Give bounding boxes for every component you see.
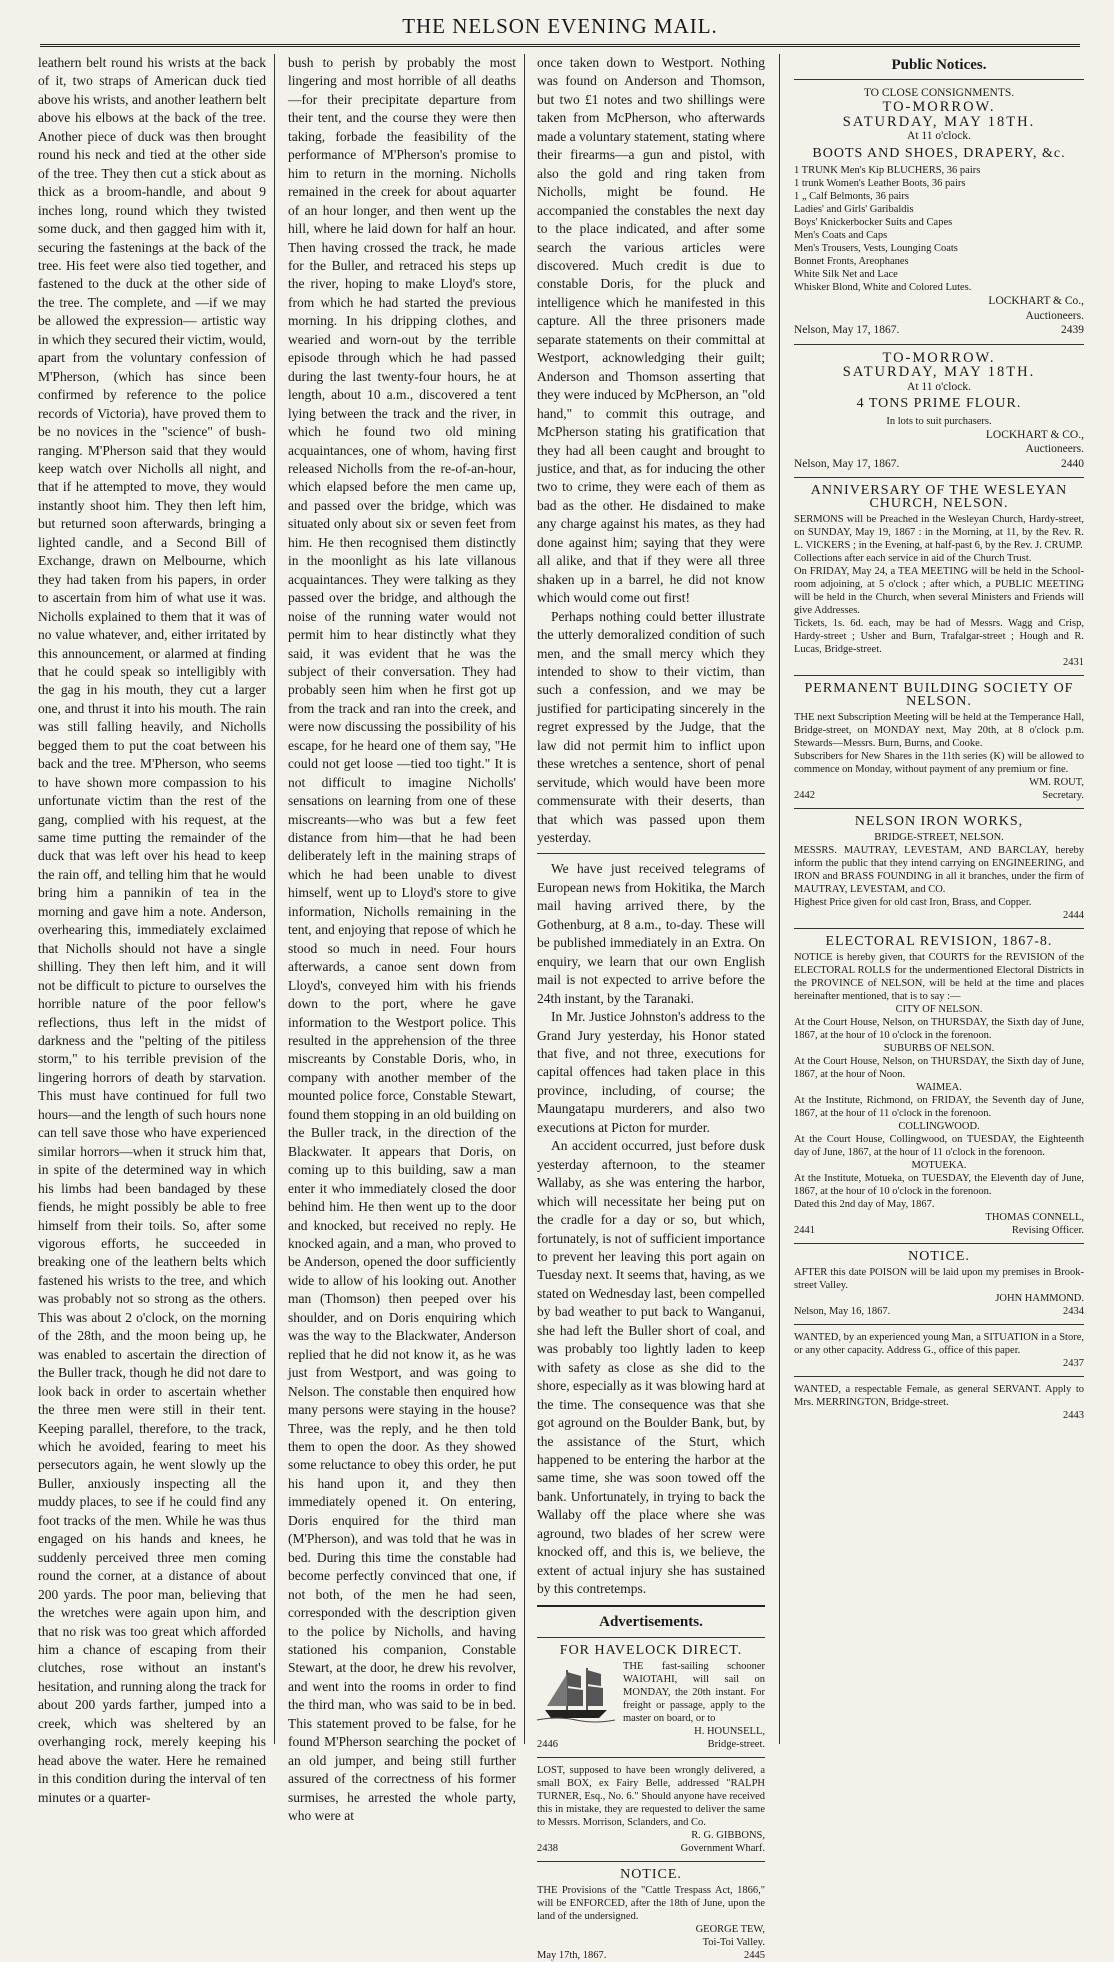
consignments-ad (794, 86, 1084, 338)
schooner-icon (537, 1662, 615, 1724)
district-text: At the Court House, Nelson, on THURSDAY, the Sixth day of June, 1867, at the hour of Noon. (794, 1056, 1084, 1080)
divider (537, 1637, 765, 1638)
ad-body: SERMONS will be Preached in the Wesleyan Church, Hardy-street, on SUNDAY, May 19, 1867 : in the Morning, at 11, by the Rev. R. L. VICKERS ; in the Evening, at half-past 6, by the Rev. J. CRUMP. (794, 514, 1084, 551)
district-text: At the Institute, Motueka, on TUESDAY, the Eleventh day of June, 1867, at the hour of 10 o'clock in the forenoon. (794, 1173, 1084, 1197)
ad-place: Toi-Toi Valley. (702, 1937, 765, 1949)
ad-heading: FOR HAVELOCK DIRECT. (559, 1643, 743, 1659)
cattle-notice-ad (537, 1868, 765, 1962)
ad-signer: WM. ROUT, (1029, 777, 1084, 788)
iron-works-ad (794, 815, 1084, 922)
article-paragraph: leathern belt round his wrists at the back of it, two straps of American duck tied above his wrists, and another leathern belt above his elbows at the back of the tree. Another piece of duck was then brought round his neck and tied at the other side of the tree. They then cut a stick about as thick as a broom-handle, and about 9 inches long, round which they twisted some duck, and then gagged him with it, securing the fastenings at the back of the tree. His feet were also tied together, and fastened to the duck at the other side of the tree. The complete, and —if we may be allowed the expression— artistic way in which they secured their victim, would, apart from the voluntary confession of M'Pherson, (which has since been confirmed by reference to the police records of Victoria), have proved them to be no novices in the "science" of bush-ranging. M'Pherson said that they would keep watch over Nicholls all night, and that if he attempted to move, they would instantly shoot him. They then left him, but returned soon afterwards, bringing a lighted candle, and a Second Bill of Exchange, drawn on Melbourne, which they had taken from his papers, in order to ascertain from him of what use it was. Nicholls explained to them that it was of no value whatever, and, either irritated by this announcement, or alarmed at finding that he could speak so intelligibly with the gag in his mouth, they cut a larger one, and thrust it into his mouth. The rain was still falling heavily, and Nicholls begged them to put the coat between his back and the tree. M'Pherson, who seems to have shown more compassion to his unfortunate victim than the rest of the gang, complied with his request, at the same time putting the remainder of the duck that was left over his head to keep the rain off, and telling him that he would bring him a pannikin of tea in the morning and gave him a note. Anderson, overhearing this, immediately exclaimed that Nicholls should not have a single shilling. They then left him, and it will not be difficult to picture to ourselves the horrible nature of the poor fellow's reflections, thus left in the midst of darkness and the "pelting of the pitiless storm," to his terrible prevision of the lingering horrors of death by starvation. This must have continued for full two hours—and the length of such hours none can tell save those who have experienced similar horrors—when it struck him that, in spite of the determined way in which his limbs had been bandaged by these fiends, he might possibly be able to free himself from their toils. So, after some vigorous efforts, he succeeded in breaking one of the leathern belts which fastened his wrists to the tree, and which was probably not so strong as the others. This was about 2 o'clock, on the morning of the 28th, and the moon being up, he was enabled to ascertain the direction of the Buller track, though he did not dare to look back in order to ascertain whether the three men were still in their tent. Keeping parallel, therefore, to the track, which he avoided, fearing to meet his persecutors again, he went slowly up the Buller, anxiously inspecting all the muddy places, to see if he could find any foot tracks of the men. While he was thus engaged on his hands and knees, he suddenly perceived three men coming round the corner, at a distance of about 200 yards. The poor man, believing that the wretches were again upon him, and that no risk was too great which afforded him a chance of escaping from their clutches, rose without an instant's hesitation, and running along the track for about 200 yards farther, jumped into a creek, which was sheltered by an overhanging rock, merely keeping his head above the water. Here he remained in this condition during the interval of ten minutes or a quarter- (38, 55, 266, 1805)
article-paragraph: bush to perish by probably the most lingering and most horrible of all deaths—for their precipitate departure from their tent, and the course they were then taking, forbade the feasibility of the performance of M'Pherson's promise to him to return in the morning. Nicholls remained in the creek for about aquarter of an hour longer, and then went up the hill, where he laid down for half an hour. Then having crossed the track, he made for the Buller, and retraced his steps up the river, hoping to make Lloyd's store, from which he had started the previous morning. In his dripping clothes, and wearied and worn-out by the terrible episode through which he had passed during the last twenty-four hours, he at length, about 10 a.m., discovered a tent lying between the track and the river, in which he found two old mining acquaintances, one of whom, having first released Nicholls from the re-of-an-hour, which elapsed before the men came up, and passed over the bridge, which was situated only about six or seven feet from him. He then recognised them distinctly in the moonlight as his late villanous acquaintances. They were talking as they passed over the bridge, and although the noise of the running water would not permit him to hear distinctly what they said, it was evident that he was the subject of their conversation. They had probably seen him when he first got up from the track and ran into the creek, and were now discussing the possibility of his escape, for he heard one of them say, "He could not get loose —tied too tight." It is not difficult to imagine Nicholls' sensations on learning from one of these miscreants—who was but a few feet distance from him—that he had been deliberately left in the maining straps of which he had been unable to divest himself, went up to Lloyd's store to give information, Nicholls remaining in the tent, and enjoying that repose of which he stood so much in need. Four hours afterwards, a canoe sent down from Lloyd's, conveyed him with his friends down to the port, where he gave information to the Westport police. This resulted in the apprehension of the three miscreants by Constable Doris, who, in company with another member of the mounted police force, Constable Stewart, found them stopping in an old building on the Buller track, in the direction of the Blackwater. It appears that Doris, on coming up to this building, saw a man enter it who immediately closed the door behind him. He then went up to the door and knocked, but received no reply. He knocked again, and a man, who proved to be Anderson, opened the door sufficiently wide to allow of his looking out. Another man (Thomson) then peeped over his shoulder, and on Doris enquiring which was the way to the Blackwater, Anderson replied that he did not know it, as he was just from Westport, and was going to Nelson. The constable then enquired how many persons were staying in the house? Three, was the reply, and he then told them to open the door. As they showed some reluctance to obey this order, he put his hand upon it, and they then immediately opened it. On entering, Doris enquired for the third man (M'Pherson), and was told that he was in bed. During this time the constable had become perfectly convinced that one, if not both, of the men he had seen, corresponded with the description given to the police by Nicholls, and having stationed his companion, Constable Stewart, at the door, he drew his revolver, and went into the rooms in order to find the third man, who was said to be in bed. This statement proved to be false, for he found M'Pherson searching the pocket of an old jumper, and being still further assured of the correctness of his former surmises, he arrested the whole party, who were at (288, 55, 516, 1824)
ad-number: 2438 (537, 1843, 558, 1855)
ad-body: AFTER this date POISON will be laid upon my premises in Brook-street Valley. (794, 1267, 1084, 1291)
ad-body: THE next Subscription Meeting will be held at the Temperance Hall, Bridge-street, on MONDAY next, May 20th, at 8 o'clock p.m. Stewards—Messrs. Burn, Burns, and Cooke. (794, 712, 1084, 749)
ad-number: 2439 (1061, 324, 1084, 336)
divider (537, 1605, 765, 1607)
ad-line: SATURDAY, MAY 18TH. (842, 364, 1036, 380)
ad-body: WANTED, a respectable Female, as general SERVANT. Apply to Mrs. MERRINGTON, Bridge-street. (794, 1384, 1084, 1408)
ad-role: Auctioneers. (1025, 443, 1084, 455)
divider (794, 1243, 1084, 1244)
masthead-rule (40, 44, 1080, 47)
ad-dated: Dated this 2nd day of May, 1867. (794, 1199, 935, 1210)
ad-body: THE Provisions of the "Cattle Trespass Act, 1866," will be ENFORCED, after the 18th of June, upon the land of the undersigned. (537, 1885, 765, 1923)
column-1 (38, 54, 266, 1805)
ad-body: LOST, supposed to have been wrongly delivered, a small BOX, ex Fairy Belle, addressed "RALPH TURNER, Esq., No. 6." Should anyone have received this in mistake, they are requested to deliver the same to Messrs. Morrison, Sclanders, and Co. (537, 1765, 765, 1829)
ad-signer: LOCKHART & Co., (988, 295, 1084, 307)
divider (794, 808, 1084, 809)
list-item: Whisker Blond, White and Colored Lutes. (794, 282, 972, 293)
masthead: THE NELSON EVENING MAIL. (402, 14, 718, 38)
list-item: White Silk Net and Lace (794, 269, 898, 280)
divider (794, 477, 1084, 478)
wanted-servant-ad (794, 1383, 1084, 1422)
item-list (794, 164, 1084, 294)
column-3 (537, 54, 765, 1962)
divider (537, 1757, 765, 1758)
ad-line: In lots to suit purchasers. (886, 415, 992, 427)
district-text: At the Court House, Nelson, on THURSDAY, the Sixth day of June, 1867, at the hour of 10 o'clock in the forenoon. (794, 1017, 1084, 1041)
ad-heading: ANNIVERSARY OF THE WESLEYAN CHURCH, NELSON. (810, 483, 1068, 511)
list-item: 1 trunk Women's Leather Boots, 36 pairs (794, 178, 966, 189)
ad-heading: NELSON IRON WORKS, (854, 814, 1024, 829)
ad-signer: H. HOUNSELL, (694, 1726, 765, 1738)
divider (794, 928, 1084, 929)
ad-line: SATURDAY, MAY 18TH. (842, 113, 1036, 130)
divider (537, 853, 765, 854)
ad-number: 2442 (794, 790, 815, 801)
news-paragraph: An accident occurred, just before dusk yesterday afternoon, to the steamer Wallaby, as she was entering the harbor, which will necessitate her being put on the cradle for a day or so, but which, fortunately, is not of sufficient importance to prevent her leaving this port again on Tuesday next. It seems that, having, as we stated on Wednesday last, been compelled by bad weather to put back to Wanganui, she had left the Buller short of coal, and was probably too lightly laden to keep with safety as close as she did to the shore, especially as it was blowing hard at the time. The consequence was that she got aground on the Boulder Bank, but, by the assistance of the Sturt, which happened to be entering the harbor at the same time, she was soon towed off the bank. Unfortunately, in trying to back the Wallaby off the place where she was aground, two blades of her screw were knocked off, and this is, we believe, the extent of actual injury she has sustained by this contretemps. (537, 1138, 765, 1597)
district-text: At the Institute, Richmond, on FRIDAY, the Seventh day of June, 1867, at the hour of 11 o'clock in the forenoon. (794, 1095, 1084, 1119)
ad-date: Nelson, May 17, 1867. (794, 457, 900, 470)
ad-place: Government Wharf. (680, 1843, 765, 1855)
district-name: SUBURBS OF NELSON. (883, 1043, 995, 1054)
ad-place: Bridge-street. (707, 1739, 765, 1751)
divider (794, 79, 1084, 80)
ad-line: TO CLOSE CONSIGNMENTS. (863, 86, 1015, 99)
ad-body: On FRIDAY, May 24, a TEA MEETING will be held in the School-room adjoining, at 5 o'clock ; after which, a PUBLIC MEETING will be held in the Church, when several Ministers and Friends will give Addresses. (794, 566, 1084, 616)
ad-number: 2440 (1061, 457, 1084, 470)
ad-subheading: BRIDGE-STREET, NELSON. (874, 832, 1004, 843)
flour-ad (794, 351, 1084, 472)
ad-signer: THOMAS CONNELL, (985, 1212, 1084, 1223)
ad-signer: LOCKHART & CO., (985, 428, 1084, 441)
list-item: Men's Trousers, Vests, Lounging Coats (794, 243, 958, 254)
list-item: Bonnet Fronts, Areophanes (794, 256, 909, 267)
ad-heading: PERMANENT BUILDING SOCIETY OF NELSON. (804, 681, 1074, 709)
list-item: Ladies' and Girls' Garibaldis (794, 204, 914, 215)
district-text: At the Court House, Collingwood, on TUESDAY, the Eighteenth day of June, 1867, at the hour of 11 o'clock in the forenoon. (794, 1134, 1084, 1158)
ad-line: At 11 o'clock. (907, 130, 971, 142)
district-name: COLLINGWOOD. (898, 1121, 980, 1132)
ad-number: 2431 (1063, 657, 1084, 668)
list-item: Boys' Knickerbocker Suits and Capes (794, 217, 953, 228)
column-divider (524, 54, 525, 1744)
ad-body: Collections after each service in aid of the Church Trust. (794, 553, 1032, 564)
ad-role: Auctioneers. (1025, 309, 1084, 322)
district-name: MOTUEKA. (911, 1160, 967, 1171)
wanted-situation-ad (794, 1331, 1084, 1370)
ad-line: TO-MORROW. (882, 99, 996, 115)
havelock-ad (537, 1644, 765, 1751)
district-name: CITY OF NELSON. (895, 1004, 983, 1015)
article-paragraph: Perhaps nothing could better illustrate the utterly demoralized condition of such men, and the small mercy which they intended to show to their victim, than such a confession, and we may be justified for participating sincerely in the regret expressed by the Judge, that the law did not permit him to inflict upon these wretches a sentence, short of penal servitude, which would have been more commensurate with their deserts, than that which was passed upon them yesterday. (537, 608, 765, 846)
column-divider (779, 54, 780, 1744)
ad-role: Secretary. (1042, 790, 1084, 801)
list-item: 1 „ Calf Belmonts, 36 pairs (794, 191, 909, 202)
ad-date: Nelson, May 16, 1867. (794, 1306, 891, 1317)
wesleyan-ad (794, 484, 1084, 669)
district-list (794, 1003, 1084, 1198)
news-paragraph: In Mr. Justice Johnston's address to the Grand Jury yesterday, his Honor stated that five, and not three, executions for capital offences had taken place in this province, including, of course; the Maungatapu murderers, and also two executions at Picton for murder. (537, 1009, 765, 1135)
article-paragraph: once taken down to Westport. Nothing was found on Anderson and Thomson, but two £1 notes and two shillings were taken from McPherson, who afterwards made a voluntary statement, stating where their firearms—a gun and pistol, with also the gold and ring taken from Nicholls, might be found. He accompanied the constables the next day to the place indicated, and after some search the various articles were discovered. Much credit is due to constable Doris, for the pluck and intelligence which he manifested in this capture. All the three prisoners made separate statements on their committal at Westport, acknowledging their guilt; Anderson and Thomson asserting that they were induced by McPherson, an "old hand," to commit this outrage, and McPherson stating his gratification that they had all been caught and brought to justice, and that, as for inducing the other two to crime, they were each of them as bad as the other. He disdained to make any charge against his mates, as they had done against him; saying that they were all alike, and that if they were all three shaken up in a barrel, he did not know which would come out first! (537, 55, 765, 606)
ad-signer: GEORGE TEW, (695, 1924, 765, 1936)
ad-signer: JOHN HAMMOND. (995, 1293, 1084, 1304)
poison-notice-ad (794, 1250, 1084, 1318)
ad-body: Highest Price given for old cast Iron, Brass, and Copper. (794, 897, 1032, 908)
divider (794, 1324, 1084, 1325)
ad-body: NOTICE is hereby given, that COURTS for the REVISION of the ELECTORAL ROLLS for the undermentioned Electoral Districts in the PROVINCE of NELSON, will be held at the time and places hereinafter mentioned, that is to say :— (794, 952, 1084, 1002)
ad-line: TO-MORROW. (882, 349, 996, 366)
ad-date: May 17th, 1867. (537, 1950, 607, 1962)
ad-line: At 11 o'clock. (907, 380, 971, 393)
ad-body: Tickets, 1s. 6d. each, may be had of Messrs. Wagg and Crisp, Hardy-street ; Usher and Burn, Trafalgar-street ; Hough and R. Lucas, Bridge-street. (794, 618, 1084, 655)
list-item: 1 TRUNK Men's Kip BLUCHERS, 36 pairs (794, 165, 981, 176)
divider (794, 344, 1084, 345)
column-2 (288, 54, 516, 1824)
electoral-ad (794, 935, 1084, 1237)
divider (537, 1861, 765, 1862)
public-notices-title: Public Notices. (891, 57, 987, 73)
ad-number: 2443 (1063, 1410, 1084, 1421)
column-divider (274, 54, 275, 1744)
ad-heading: NOTICE. (908, 1249, 970, 1264)
advertisements-title: Advertisements. (599, 1613, 703, 1630)
divider (794, 1376, 1084, 1377)
ad-body: Subscribers for New Shares in the 11th series (K) will be allowed to commence on Monday, without payment of any premium or fine. (794, 751, 1084, 775)
ad-number: 2444 (1063, 910, 1084, 921)
ad-heading: 4 TONS PRIME FLOUR. (856, 396, 1022, 411)
ad-number: 2437 (1063, 1358, 1084, 1369)
ad-number: 2445 (744, 1950, 765, 1962)
lost-ad (537, 1764, 765, 1855)
ad-signer: R. G. GIBBONS, (691, 1830, 765, 1842)
ad-body: THE fast-sailing schooner WAIOTAHI, will sail on MONDAY, the 20th instant. For freight or passage, apply to the master on board, or to (623, 1661, 765, 1725)
ad-date: Nelson, May 17, 1867. (794, 324, 900, 336)
ad-role: Revising Officer. (1011, 1225, 1084, 1236)
ad-heading: NOTICE. (620, 1867, 682, 1883)
ad-number: 2434 (1063, 1306, 1084, 1317)
ad-heading: ELECTORAL REVISION, 1867-8. (825, 934, 1053, 949)
news-paragraph: We have just received telegrams of European news from Hokitika, the March mail having arrived there, by the Gothenburg, at 8 a.m., to-day. These will be published immediately in an Extra. On enquiry, we learn that our own English mail is not expected to arrive before the 24th instant, by the Taranaki. (537, 861, 765, 1006)
ad-number: 2446 (537, 1739, 558, 1751)
district-name: WAIMEA. (916, 1082, 962, 1093)
column-4 (794, 54, 1084, 1744)
ad-body: MESSRS. MAUTRAY, LEVESTAM, AND BARCLAY, hereby inform the public that they intend carrying on ENGINEERING, and IRON and BRASS FOUNDING in all it branches, under the firm of MAUTRAY, LEVESTAM, and CO. (794, 845, 1084, 895)
ad-heading: BOOTS AND SHOES, DRAPERY, &c. (812, 145, 1066, 161)
ad-body: WANTED, by an experienced young Man, a SITUATION in a Store, or any other capacity. Address G., office of this paper. (794, 1332, 1084, 1356)
divider (794, 675, 1084, 676)
building-society-ad (794, 682, 1084, 802)
list-item: Men's Coats and Caps (794, 230, 888, 241)
ad-number: 2441 (794, 1225, 815, 1236)
